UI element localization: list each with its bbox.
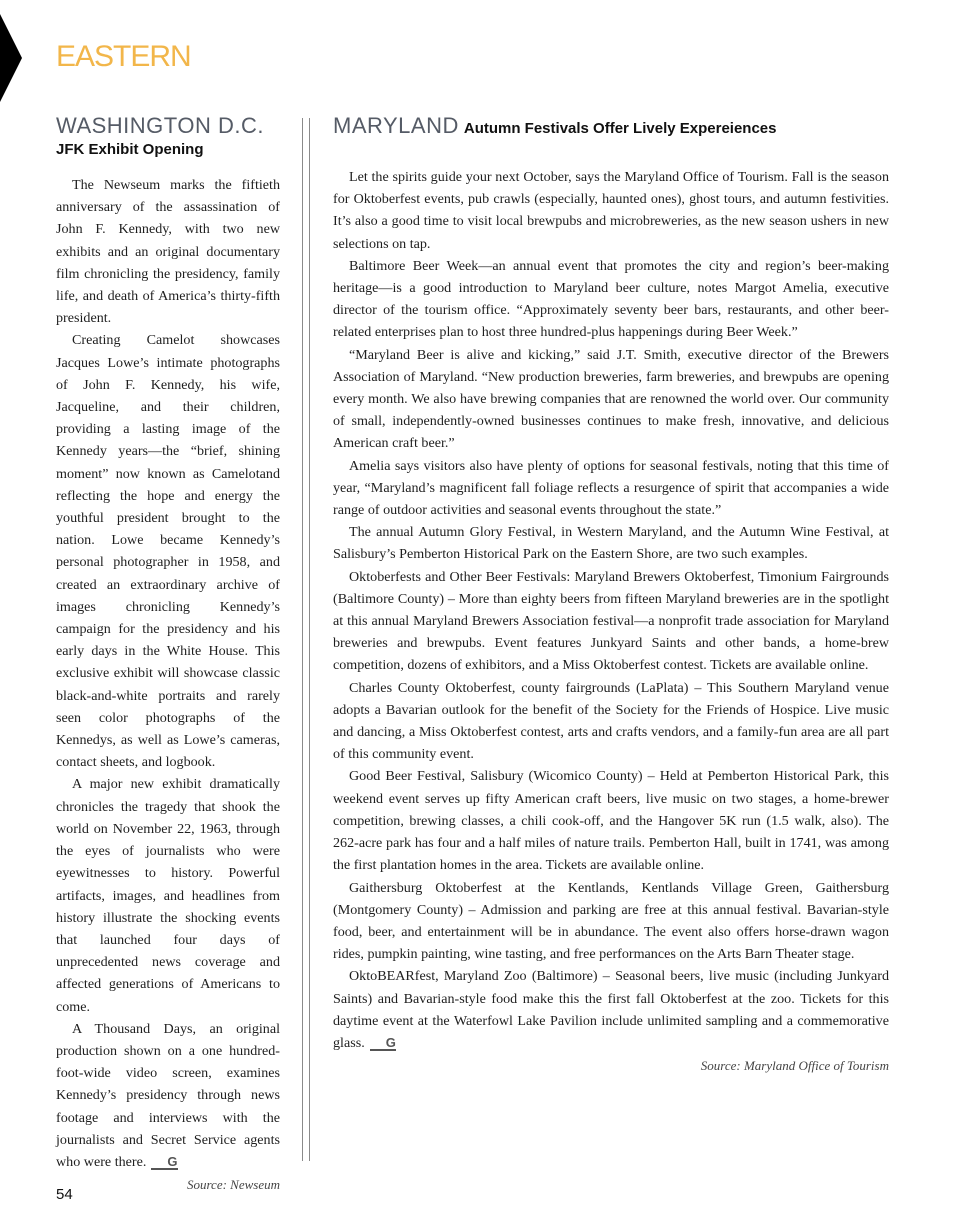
paragraph-last [333,965,889,1054]
paragraph: The Newseum marks the fiftieth anniversary of the assassination of John F. Kennedy, with two new exhibits and an original documentary film chronicling the presidency, family life, and death of America’s thirty-fifth president. [56,177,280,327]
article-subhead-jfk: JFK Exhibit Opening [56,141,204,158]
washington-body [56,174,280,1173]
paragraph: The annual Autumn Glory Festival, in Western Maryland, and the Autumn Wine Festival, at Salisbury’s Pemberton Historical Park on the Eastern Shore, are two such examples. [333,524,889,563]
paragraph: Oktoberfests and Other Beer Festivals: Maryland Brewers Oktoberfest, Timonium Fairgrounds (Baltimore County) – More than eighty beers from fifteen Maryland breweries are in the spotlight at this annual Maryland Brewers Association festival—a nonprofit trade association for Maryland breweries and brewpubs. Event features Junkyard Saints and other bands, a home-brew competition, dozens of exhibitors, and a Miss Oktoberfest contest. Tickets are available online. [333,568,889,674]
section-label: EASTERN [56,40,191,73]
maryland-header [333,113,889,139]
paragraph-text: A Thousand Days, an original production shown on a one hundred-foot-wide video screen, examines Kennedy’s presidency through news footage and interviews with the journalists and Secret Service agents who were there. [56,1020,280,1170]
region-heading-maryland: MARYLAND [333,113,459,138]
region-heading-washington: WASHINGTON D.C. [56,113,264,138]
paragraph: Let the spirits guide your next October, says the Maryland Office of Tourism. Fall is the season for Oktoberfest events, pub crawls (especially, haunted ones), ghost tours, and autumn festivities. It’s also a good time to visit local brewpubs and microbreweries, as the new season ushers in new selections on tap. [333,169,889,252]
paragraph: Charles County Oktoberfest, county fairgrounds (LaPlata) – This Southern Maryland venue adopts a Bavarian outlook for the benefit of the Society for the Friends of Hospice. Live music and dancing, a Miss Oktoberfest contest, arts and crafts vendors, and a family-fun area are all part of this community event. [333,679,889,763]
maryland-article [333,113,889,1074]
maryland-body [333,166,889,1054]
paragraph: Amelia says visitors also have plenty of options for seasonal festivals, noting that this time of year, “Maryland’s magnificent fall foliage reflects a resurgence of spirit that accompanies a wide range of outdoor activities and seasonal events throughout the state.” [333,457,889,519]
source-credit-newseum: Source: Newseum [186,1177,280,1193]
paragraph: Creating Camelot showcases Jacques Lowe’s intimate photographs of John F. Kennedy, his wife, Jacqueline, and their children, providing a lasting image of the Kennedy years—the “brief, shining moment” now known as Camelotand reflecting the hope and energy the youthful president brought to the nation. Lowe became Kennedy’s personal photographer in 1958, and created an extraordinary archive of images chronicling Kennedy’s campaign for the presidency and his early days in the White House. This exclusive exhibit will showcase classic black-and-white portraits and rarely seen color photographs of the Kennedys, as well as Lowe’s cameras, contact sheets, and logbook. [56,332,280,771]
page-number: 54 [56,1186,73,1203]
washington-article [56,113,280,1193]
article-subhead-maryland: Autumn Festivals Offer Lively Expereiences [463,120,777,137]
column-divider [302,118,310,1161]
washington-header [56,113,280,158]
end-of-article-icon: G [370,1037,396,1051]
source-credit-maryland-tourism: Source: Maryland Office of Tourism [700,1058,889,1074]
paragraph: Good Beer Festival, Salisbury (Wicomico County) – Held at Pemberton Historical Park, this weekend event serves up fifty American craft beers, live music on two stages, a home-brewer competition, brewing classes, a chili cook-off, and the Hangover 5K run (1.5 walk, also). The 262-acre park has four and a half miles of nature trails. Pemberton Hall, built in 1741, was among the first plantation homes in the area. Tickets are available online. [333,768,889,874]
paragraph: “Maryland Beer is alive and kicking,” said J.T. Smith, executive director of the Brewers Association of Maryland. “New production breweries, farm breweries, and brewpubs are opening every month. We also have brewing companies that are renowned the world over. Our community of small, independently-owned businesses continues to make fresh, innovative, and delicious American craft beer.” [333,346,889,452]
paragraph-last [56,1018,280,1173]
section-tab-marker [0,14,22,102]
paragraph-text: OktoBEARfest, Maryland Zoo (Baltimore) – Seasonal beers, live music (including Junkyard Saints) and Bavarian-style food make this the first fall Oktoberfest at the zoo. Tickets for this daytime event at the Waterfowl Lake Pavilion include unlimited sampling and a commemorative glass. [333,968,889,1051]
end-of-article-icon: G [151,1156,177,1170]
paragraph: Gaithersburg Oktoberfest at the Kentlands, Kentlands Village Green, Gaithersburg (Montgomery County) – Admission and parking are free at this annual festival. Bavarian-style food, beer, and entertainment will be in abundance. The event also offers horse-drawn wagon rides, pumpkin painting, wine tasting, and free performances on the Arts Barn Theater stage. [333,879,889,963]
paragraph: A major new exhibit dramatically chronicles the tragedy that shook the world on November 22, 1963, through the eyes of journalists who were eyewitnesses to history. Powerful artifacts, images, and headlines from history illustrate the shocking events that launched four days of unprecedented news coverage and affected generations of Americans to come. [56,776,280,1015]
paragraph: Baltimore Beer Week—an annual event that promotes the city and region’s beer-making heritage—is a good introduction to Maryland beer culture, notes Margot Amelia, executive director of the tourism office. “Approximately seventy beer bars, restaurants, and other beer-related enterprises plan to host three hundred-plus happenings during Beer Week.” [333,257,889,341]
